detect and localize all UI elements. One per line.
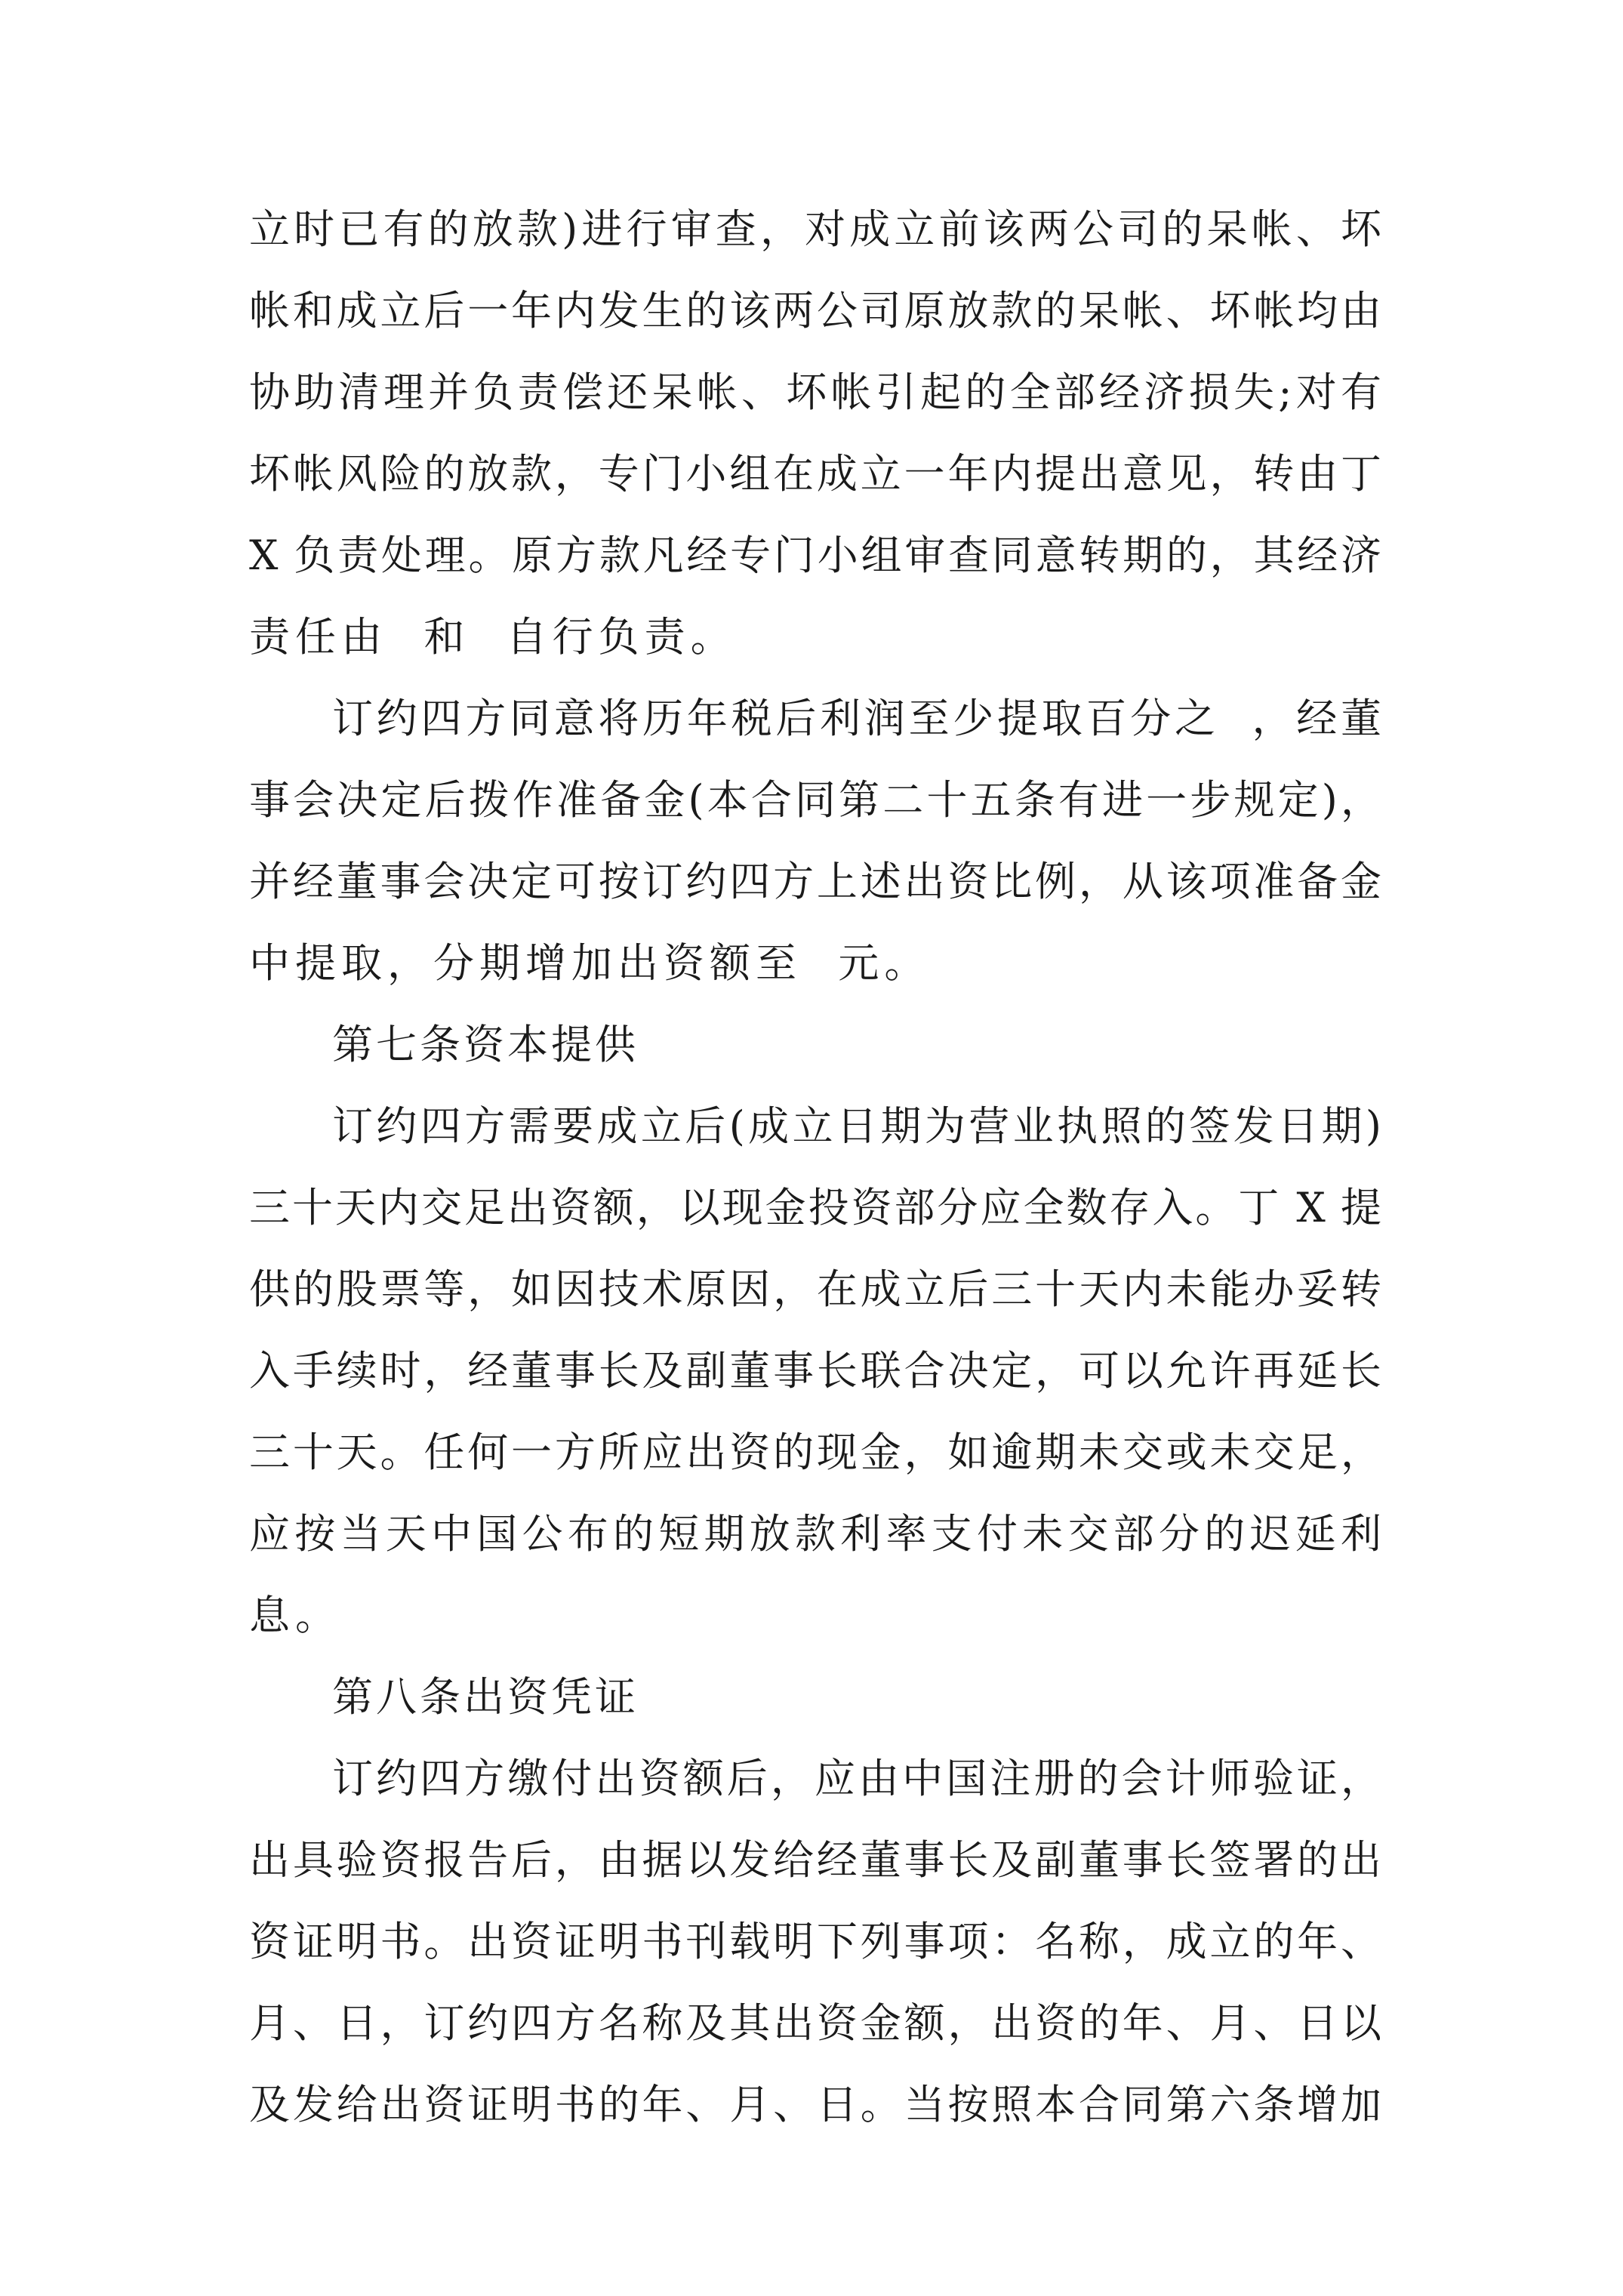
paragraph-line: 中提取，分期增加出资额至 元。	[249, 939, 931, 987]
paragraph-line: 及发给出资证明书的年、月、日。当按照本合同第六条增加	[249, 2081, 1381, 2128]
section-heading: 第七条资本提供	[332, 1021, 639, 1068]
paragraph-line: 三十天内交足出资额，以现金投资部分应全数存入。丁 X 提	[249, 1184, 1381, 1231]
paragraph-line: 事会决定后拨作准备金(本合同第二十五条有进一步规定)，	[249, 776, 1381, 824]
paragraph-line: 三十天。任何一方所应出资的现金，如逾期未交或未交足，	[249, 1428, 1381, 1476]
paragraph-line: 订约四方需要成立后(成立日期为营业执照的签发日期)	[332, 1102, 1381, 1150]
paragraph-line: 坏帐风险的放款，专门小组在成立一年内提出意见，转由丁	[249, 450, 1381, 498]
paragraph-line: 订约四方缴付出资额后，应由中国注册的会计师验证，	[332, 1755, 1381, 1802]
paragraph-line: 入手续时，经董事长及副董事长联合决定，可以允许再延长	[249, 1347, 1381, 1395]
paragraph-line: 月、日，订约四方名称及其出资金额，出资的年、月、日以	[249, 1999, 1381, 2047]
paragraph-line: 订约四方同意将历年税后利润至少提取百分之 ，经董	[332, 695, 1381, 742]
paragraph-line: 息。	[249, 1592, 341, 1639]
paragraph-line: 出具验资报告后，由据以发给经董事长及副董事长签署的出	[249, 1836, 1381, 1884]
section-heading: 第八条出资凭证	[332, 1673, 639, 1721]
paragraph-line: 应按当天中国公布的短期放款利率支付未交部分的迟延利	[249, 1510, 1381, 1558]
paragraph-line: 资证明书。出资证明书刊载明下列事项：名称，成立的年、	[249, 1918, 1381, 1965]
paragraph-line: 协助清理并负责偿还呆帐、坏帐引起的全部经济损失;对有	[249, 368, 1381, 416]
paragraph-line: 责任由 和 自行负责。	[249, 613, 737, 661]
paragraph-line: 帐和成立后一年内发生的该两公司原放款的呆帐、坏帐均由	[249, 287, 1381, 334]
paragraph-line: 立时已有的放款)进行审查，对成立前该两公司的呆帐、坏	[249, 205, 1381, 253]
paragraph-line: 供的股票等，如因技术原因，在成立后三十天内未能办妥转	[249, 1265, 1381, 1313]
paragraph-line: X 负责处理。原方款凡经专门小组审查同意转期的，其经济	[249, 532, 1381, 579]
paragraph-line: 并经董事会决定可按订约四方上述出资比例，从该项准备金	[249, 858, 1381, 905]
